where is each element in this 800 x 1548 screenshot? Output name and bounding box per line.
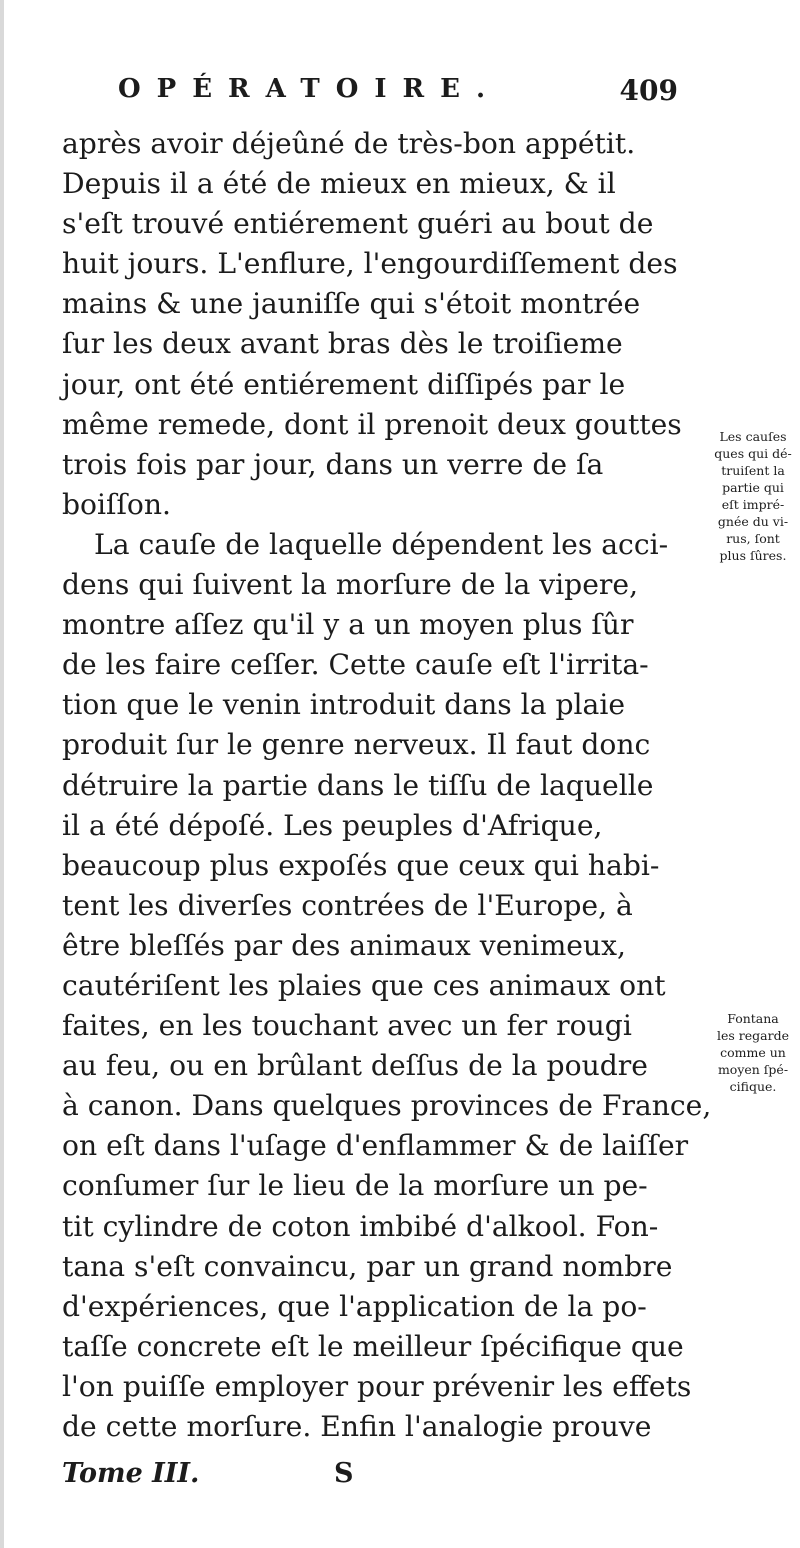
margin-note-line: eſt impré- bbox=[721, 497, 785, 512]
margin-note-line: ques qui dé- bbox=[714, 446, 792, 461]
margin-note-line: comme un bbox=[720, 1045, 786, 1060]
signature-mark: S bbox=[334, 1458, 354, 1489]
text-line: taſſe concrete eſt le meilleur ſpécifique que bbox=[62, 1329, 684, 1363]
margin-note-fontana bbox=[708, 1010, 798, 1095]
page-number: 409 bbox=[619, 74, 678, 107]
text-line: tent les diverſes contrées de l'Europe, à bbox=[62, 888, 633, 922]
page-header bbox=[118, 74, 678, 116]
margin-note-line: partie qui bbox=[722, 480, 784, 495]
text-line: ſur les deux avant bras dès le troiſieme bbox=[62, 327, 623, 361]
text-line: tit cylindre de coton imbibé d'alkool. Fon- bbox=[62, 1209, 659, 1243]
text-line: Depuis il a été de mieux en mieux, & il bbox=[62, 167, 616, 201]
margin-note-line: cifique. bbox=[729, 1079, 777, 1094]
text-line: même remede, dont il prenoit deux gouttes bbox=[62, 407, 682, 441]
running-title: OPÉRATOIRE. bbox=[118, 74, 502, 104]
text-line: beaucoup plus expoſés que ceux qui habi- bbox=[62, 848, 660, 882]
text-line: conſumer ſur le lieu de la morſure un pe- bbox=[62, 1169, 648, 1203]
text-line: l'on puiſſe employer pour prévenir les effets bbox=[62, 1369, 692, 1403]
text-line: au feu, ou en brûlant deſſus de la poudre bbox=[62, 1049, 648, 1083]
text-line: à canon. Dans quelques provinces de France, bbox=[62, 1089, 712, 1123]
margin-note-line: moyen ſpé- bbox=[717, 1062, 789, 1077]
margin-note-line: gnée du vi- bbox=[717, 514, 789, 529]
text-line: dens qui ſuivent la morſure de la vipere, bbox=[62, 568, 639, 602]
text-line: tion que le venin introduit dans la plaie bbox=[62, 688, 626, 722]
margin-note-line: truiſent la bbox=[721, 463, 785, 478]
margin-note-causes bbox=[708, 428, 798, 564]
text-line: huit jours. L'enflure, l'engourdiſſement des bbox=[62, 247, 678, 281]
margin-note-line: rus, ſont bbox=[726, 531, 780, 546]
text-line: jour, ont été entiérement diſſipés par le bbox=[62, 367, 626, 401]
text-line: mains & une jauniſſe qui s'étoit montrée bbox=[62, 287, 641, 321]
margin-note-line: plus ſûres. bbox=[719, 548, 787, 563]
text-line: trois fois par jour, dans un verre de ſa bbox=[62, 447, 604, 481]
text-line: il a été dépoſé. Les peuples d'Afrique, bbox=[62, 808, 603, 842]
margin-note-line: les regarde bbox=[717, 1028, 789, 1043]
text-line: on eſt dans l'uſage d'enflammer & de laiſſer bbox=[62, 1129, 689, 1163]
text-line: de cette morſure. Enfin l'analogie prouve bbox=[62, 1410, 652, 1443]
text-line: détruire la partie dans le tiſſu de laquelle bbox=[62, 768, 654, 802]
text-line: La cauſe de laquelle dépendent les acci- bbox=[94, 527, 669, 561]
margin-note-line: Les cauſes bbox=[719, 429, 787, 444]
text-line: de les faire ceſſer. Cette cauſe eſt l'irrita- bbox=[62, 648, 649, 682]
page-edge bbox=[0, 0, 4, 1548]
text-line: montre aſſez qu'il y a un moyen plus ſûr bbox=[62, 608, 634, 642]
text-line: cautériſent les plaies que ces animaux ont bbox=[62, 968, 666, 1002]
text-line: d'expériences, que l'application de la po- bbox=[62, 1289, 647, 1323]
text-line: s'eſt trouvé entiérement guéri au bout de bbox=[62, 207, 654, 241]
text-line: tana s'eſt convaincu, par un grand nombre bbox=[62, 1249, 673, 1283]
text-line: produit ſur le genre nerveux. Il faut donc bbox=[62, 728, 651, 762]
body-text bbox=[62, 124, 712, 1447]
text-line: boiſſon. bbox=[62, 487, 171, 521]
margin-note-line: Fontana bbox=[727, 1011, 779, 1026]
text-line: faites, en les touchant avec un fer rougi bbox=[62, 1009, 632, 1043]
page-footer bbox=[62, 1458, 702, 1498]
text-line: après avoir déjeûné de très-bon appétit. bbox=[62, 127, 636, 160]
volume-label: Tome III. bbox=[62, 1458, 200, 1489]
text-line: être bleſſés par des animaux venimeux, bbox=[62, 928, 626, 962]
